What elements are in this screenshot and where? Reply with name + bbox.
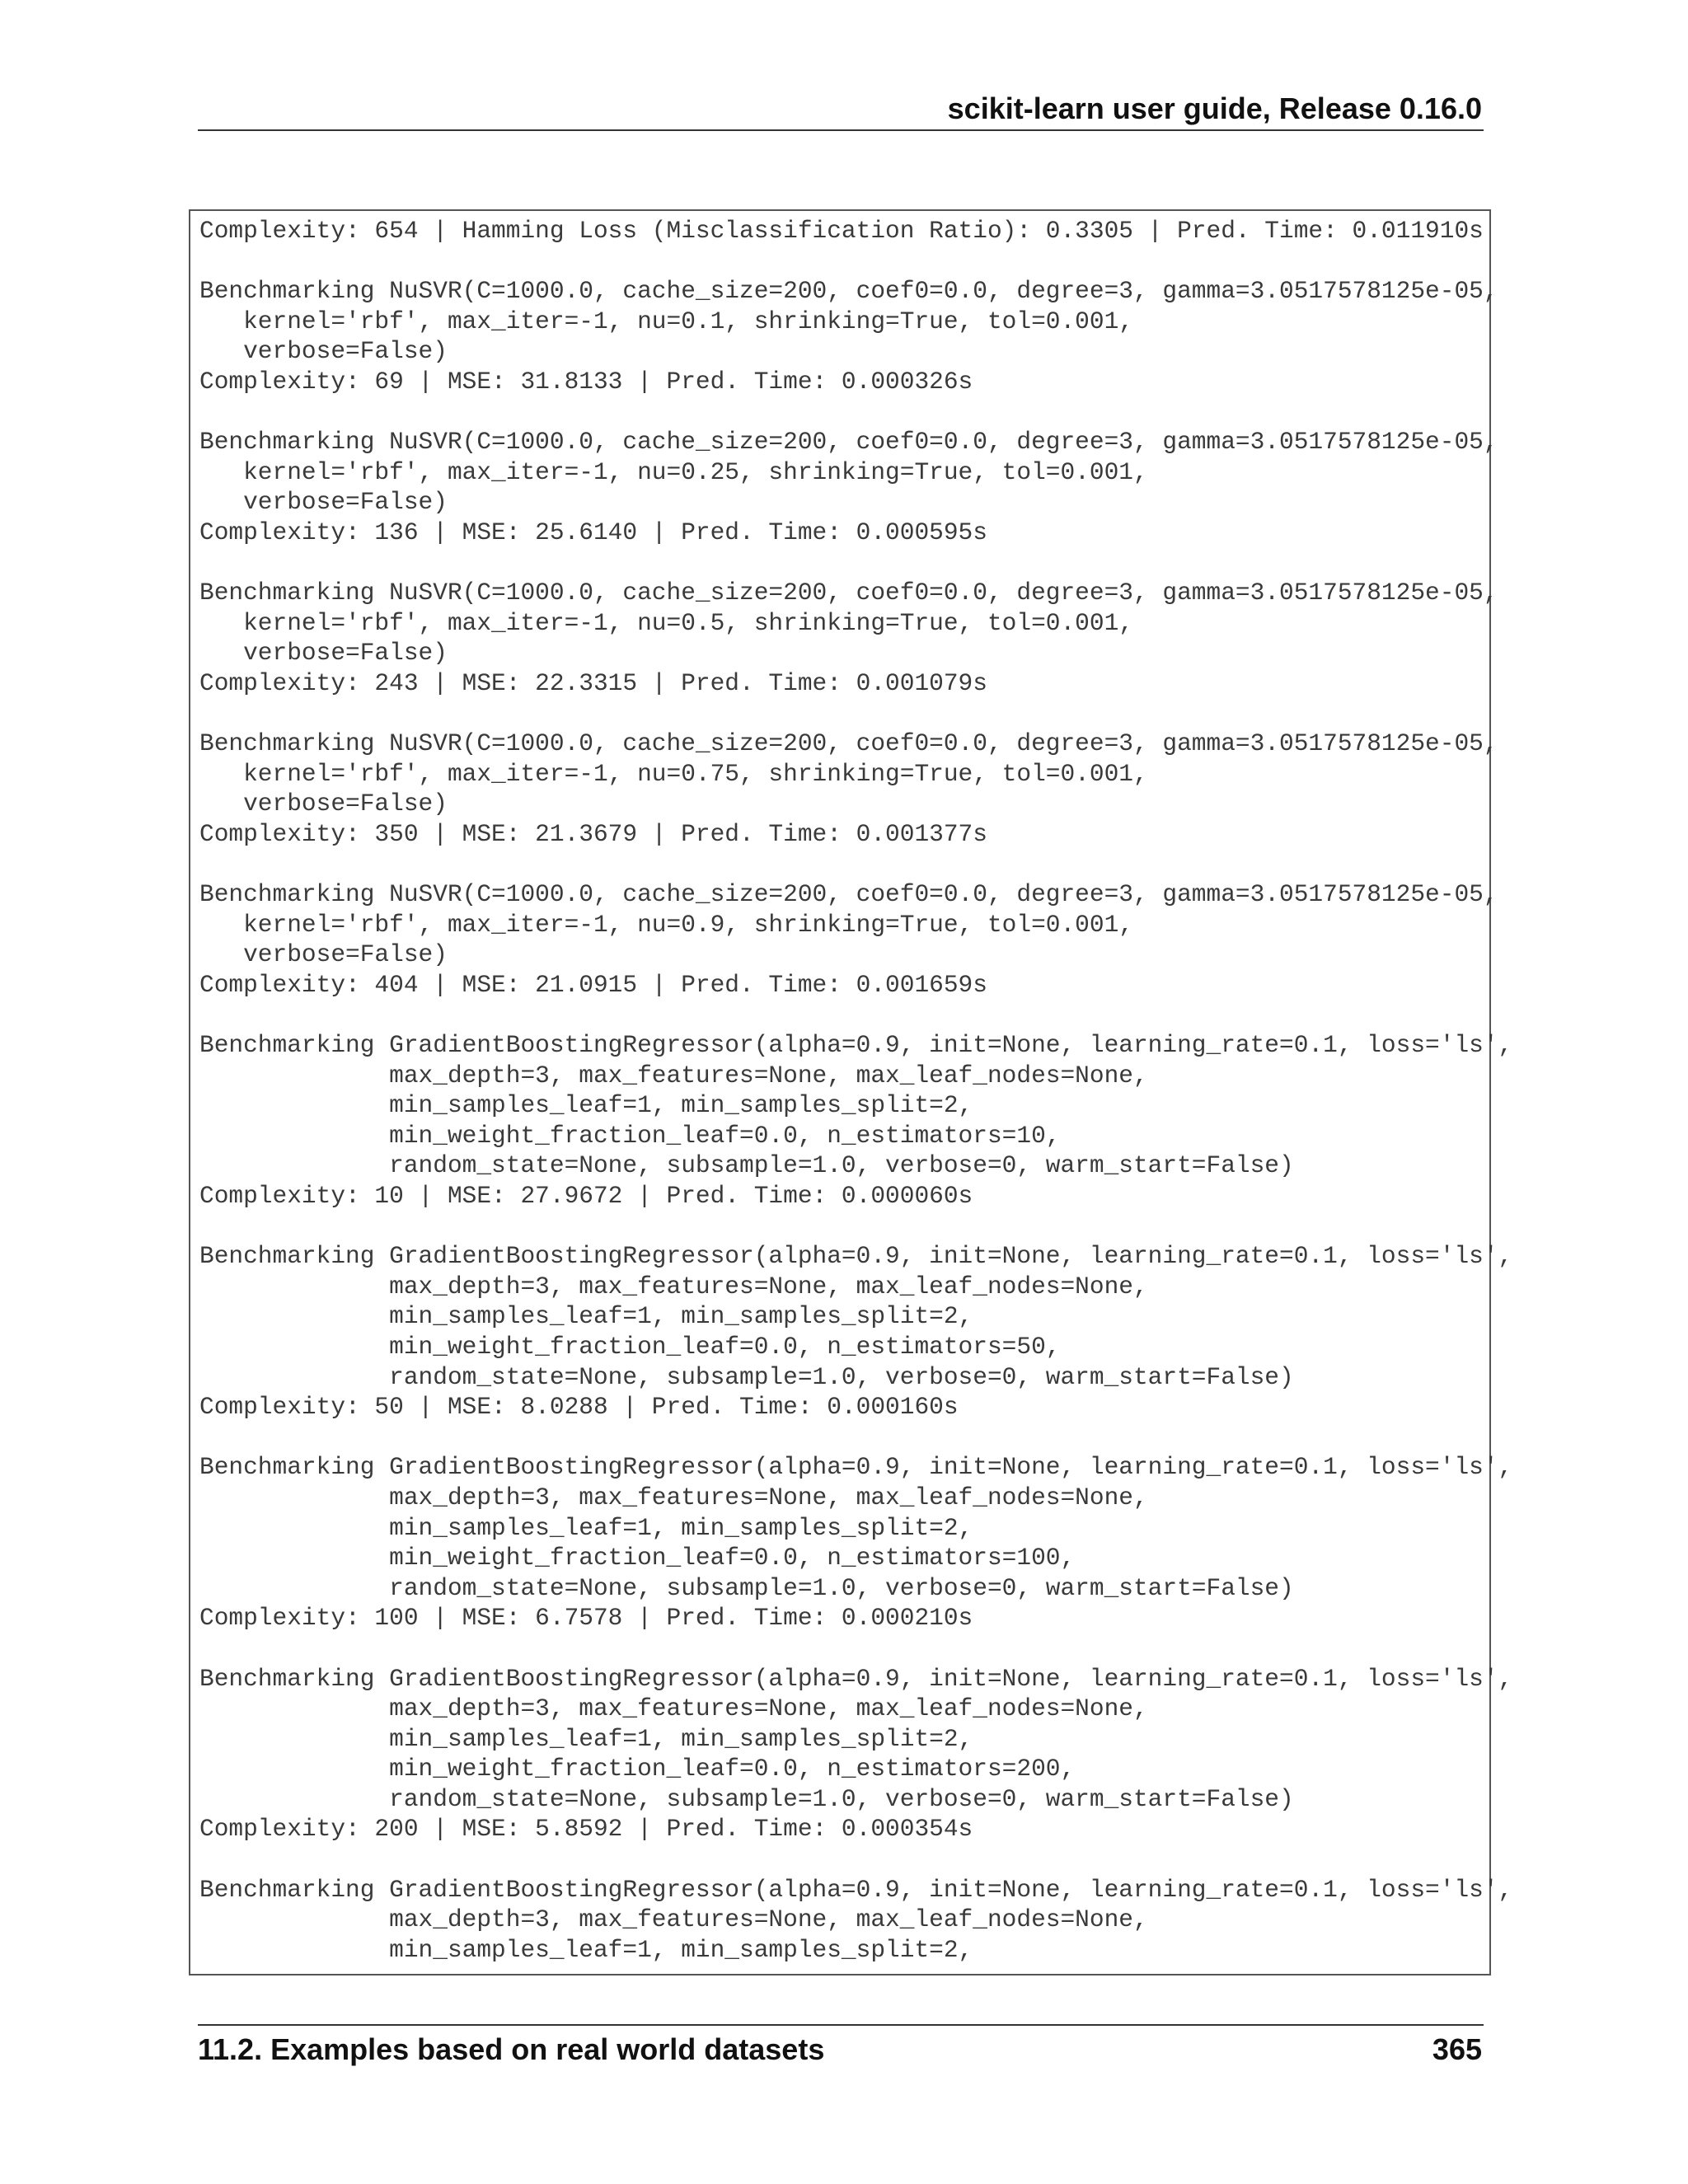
code-line: kernel='rbf', max_iter=-1, nu=0.9, shrinking=True, tol=0.001, (199, 910, 1133, 939)
code-line: Benchmarking NuSVR(C=1000.0, cache_size=200, coef0=0.0, degree=3, gamma=3.0517578125e-05, (199, 880, 1498, 909)
code-line: Benchmarking GradientBoostingRegressor(alpha=0.9, init=None, learning_rate=0.1, loss='ls', (199, 1453, 1513, 1482)
code-line: min_weight_fraction_leaf=0.0, n_estimators=10, (199, 1121, 1061, 1150)
code-line (199, 1212, 1512, 1242)
code-line: Benchmarking NuSVR(C=1000.0, cache_size=200, coef0=0.0, degree=3, gamma=3.0517578125e-05, (199, 579, 1498, 607)
code-line: Complexity: 100 | MSE: 6.7578 | Pred. Time: 0.000210s (199, 1604, 973, 1633)
code-line: verbose=False) (199, 337, 448, 366)
code-line: random_state=None, subsample=1.0, verbose=0, warm_start=False) (199, 1573, 1294, 1602)
code-line: max_depth=3, max_features=None, max_leaf_nodes=None, (199, 1483, 1148, 1511)
code-line: Complexity: 350 | MSE: 21.3679 | Pred. Time: 0.001377s (199, 819, 987, 848)
code-line: kernel='rbf', max_iter=-1, nu=0.1, shrinking=True, tol=0.001, (199, 307, 1133, 335)
code-line: min_samples_leaf=1, min_samples_split=2, (199, 1302, 973, 1331)
code-line: random_state=None, subsample=1.0, verbose=0, warm_start=False) (199, 1362, 1294, 1391)
code-lines (199, 216, 1512, 1965)
code-line: Benchmarking GradientBoostingRegressor(alpha=0.9, init=None, learning_rate=0.1, loss='ls', (199, 1031, 1513, 1060)
code-line (199, 699, 1512, 729)
code-line: min_samples_leaf=1, min_samples_split=2, (199, 1724, 973, 1753)
code-line (199, 1633, 1512, 1664)
code-line (199, 1422, 1512, 1453)
code-line: verbose=False) (199, 488, 448, 517)
code-line: Complexity: 10 | MSE: 27.9672 | Pred. Time: 0.000060s (199, 1182, 973, 1210)
code-line: Benchmarking NuSVR(C=1000.0, cache_size=200, coef0=0.0, degree=3, gamma=3.0517578125e-05, (199, 277, 1498, 306)
code-line: kernel='rbf', max_iter=-1, nu=0.75, shrinking=True, tol=0.001, (199, 759, 1148, 788)
code-line: max_depth=3, max_features=None, max_leaf_nodes=None, (199, 1061, 1148, 1090)
code-line: kernel='rbf', max_iter=-1, nu=0.5, shrinking=True, tol=0.001, (199, 608, 1133, 637)
header-rule (198, 129, 1484, 131)
code-line: Benchmarking GradientBoostingRegressor(alpha=0.9, init=None, learning_rate=0.1, loss='ls', (199, 1664, 1513, 1693)
code-line: min_samples_leaf=1, min_samples_split=2, (199, 1513, 973, 1542)
code-line (199, 849, 1512, 879)
footer-rule (198, 2024, 1484, 2026)
code-line (199, 1844, 1512, 1875)
code-line (199, 246, 1512, 277)
code-line: min_weight_fraction_leaf=0.0, n_estimators=100, (199, 1544, 1076, 1572)
code-line: Complexity: 243 | MSE: 22.3315 | Pred. Time: 0.001079s (199, 668, 987, 697)
footer-section-title: 11.2. Examples based on real world datasets (198, 2032, 825, 2066)
code-line: verbose=False) (199, 940, 448, 969)
page-number: 365 (1432, 2032, 1482, 2066)
code-line: Benchmarking GradientBoostingRegressor(alpha=0.9, init=None, learning_rate=0.1, loss='ls', (199, 1875, 1513, 1904)
code-line (199, 548, 1512, 579)
code-line: max_depth=3, max_features=None, max_leaf_nodes=None, (199, 1694, 1148, 1723)
code-line: min_weight_fraction_leaf=0.0, n_estimators=200, (199, 1755, 1076, 1783)
code-line: min_samples_leaf=1, min_samples_split=2, (199, 1091, 973, 1120)
code-line: Complexity: 69 | MSE: 31.8133 | Pred. Time: 0.000326s (199, 367, 973, 396)
page-header-title: scikit-learn user guide, Release 0.16.0 (947, 91, 1482, 125)
code-line: min_weight_fraction_leaf=0.0, n_estimators=50, (199, 1332, 1061, 1361)
code-line: max_depth=3, max_features=None, max_leaf_nodes=None, (199, 1905, 1148, 1934)
code-line: Complexity: 200 | MSE: 5.8592 | Pred. Time: 0.000354s (199, 1815, 973, 1844)
code-line: Complexity: 654 | Hamming Loss (Misclassification Ratio): 0.3305 | Pred. Time: 0.011910s (199, 217, 1484, 245)
code-line: verbose=False) (199, 790, 448, 818)
code-line: random_state=None, subsample=1.0, verbose=0, warm_start=False) (199, 1151, 1294, 1180)
code-line: random_state=None, subsample=1.0, verbose=0, warm_start=False) (199, 1784, 1294, 1813)
code-line: Benchmarking GradientBoostingRegressor(alpha=0.9, init=None, learning_rate=0.1, loss='ls', (199, 1242, 1513, 1271)
code-line: Complexity: 404 | MSE: 21.0915 | Pred. Time: 0.001659s (199, 970, 987, 999)
code-line: Benchmarking NuSVR(C=1000.0, cache_size=200, coef0=0.0, degree=3, gamma=3.0517578125e-05, (199, 729, 1498, 758)
code-line (199, 397, 1512, 428)
code-block (189, 209, 1513, 1975)
code-line: kernel='rbf', max_iter=-1, nu=0.25, shrinking=True, tol=0.001, (199, 457, 1148, 486)
code-line: verbose=False) (199, 639, 448, 668)
code-line: min_samples_leaf=1, min_samples_split=2, (199, 1935, 973, 1964)
code-line: Benchmarking NuSVR(C=1000.0, cache_size=200, coef0=0.0, degree=3, gamma=3.0517578125e-05, (199, 428, 1498, 457)
code-line: max_depth=3, max_features=None, max_leaf_nodes=None, (199, 1272, 1148, 1301)
code-line: Complexity: 50 | MSE: 8.0288 | Pred. Time: 0.000160s (199, 1393, 959, 1422)
code-line (199, 1000, 1512, 1030)
code-line: Complexity: 136 | MSE: 25.6140 | Pred. Time: 0.000595s (199, 518, 987, 546)
